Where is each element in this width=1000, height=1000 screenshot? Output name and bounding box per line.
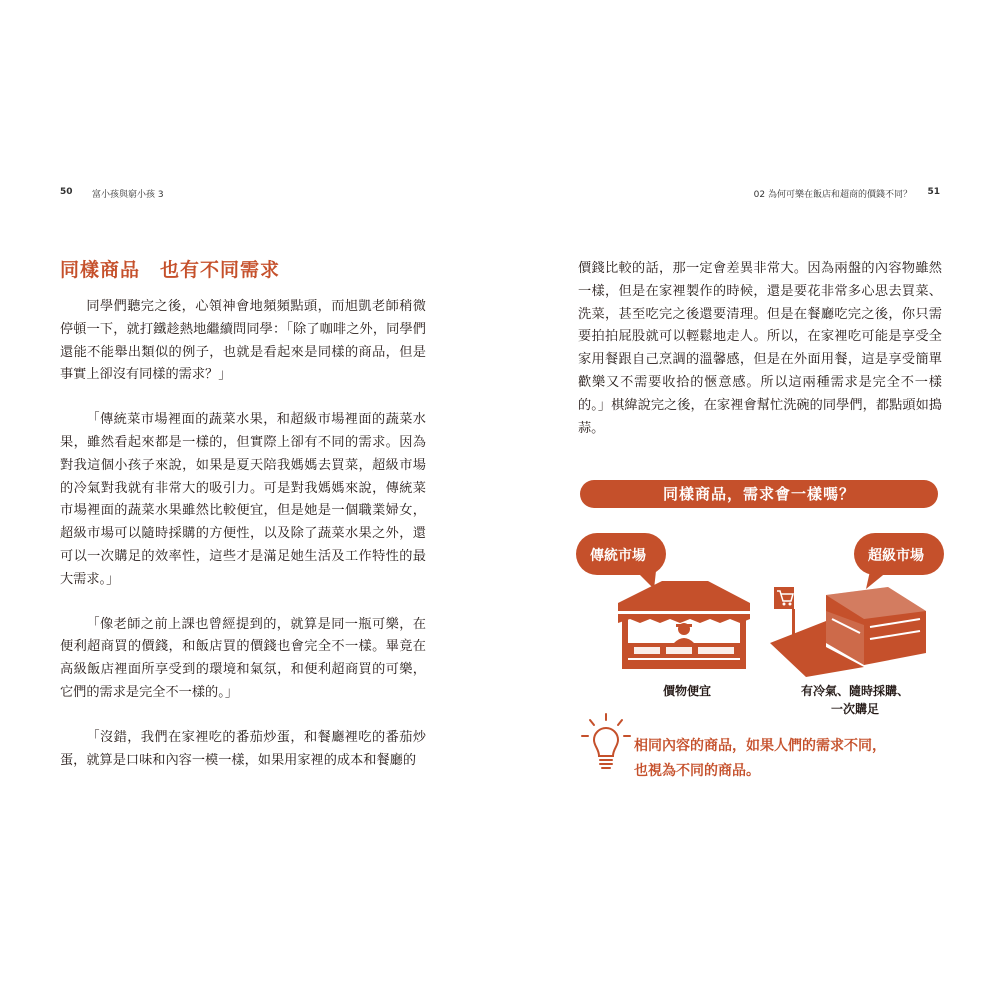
paragraph: 「沒錯，我們在家裡吃的番茄炒蛋，和餐廳裡吃的番茄炒蛋，就算是口味和內容一模一樣，如果用家裡的成本和餐廳的 bbox=[60, 729, 426, 768]
section-title: 同樣商品 也有不同需求 bbox=[60, 259, 281, 281]
tip-text bbox=[634, 734, 944, 784]
paragraph: 同學們聽完之後，心領神會地頻頻點頭，而旭凱老師稍微停頓一下，就打鐵趁熱地繼續問同學：「除了咖啡之外，同學們還能不能舉出類似的例子，也就是看起來是同樣的商品，但是事實上卻沒有同樣的需求？」 bbox=[60, 299, 426, 383]
market-stall-icon bbox=[618, 581, 750, 669]
supermarket-caption-line2: 一次購足 bbox=[830, 702, 879, 716]
lightbulb-icon bbox=[580, 712, 640, 782]
tip-line2: 也視為不同的商品。 bbox=[634, 763, 760, 779]
left-page bbox=[60, 255, 426, 772]
left-running-header: 富小孩與窮小孩 3 bbox=[92, 190, 164, 200]
illustration-banner: 同樣商品，需求會一樣嗎？ bbox=[580, 480, 938, 508]
paragraph: 「傳統菜市場裡面的蔬菜水果，和超級市場裡面的蔬菜水果，雖然看起來都是一樣的，但實際上卻有不同的需求。因為對我這個小孩子來說，如果是夏天陪我媽媽去買菜，超級市場的冷氣對我就有非常大的吸引力。可是對我媽媽來說，傳統菜市場裡面的蔬菜水果雖然比較便宜，但是她是一個職業婦女，超級市場可以隨時採購的方便性，以及除了蔬菜水果之外，還可以一次購足的效率性，這些才是滿足她生活及工作特性的最大需求。」 bbox=[60, 412, 426, 587]
traditional-market-caption: 價物便宜 bbox=[662, 684, 711, 698]
right-page bbox=[578, 258, 942, 440]
supermarket-building-icon bbox=[770, 587, 926, 677]
supermarket-label: 超級市場 bbox=[868, 548, 924, 564]
tip-line1: 相同內容的商品，如果人們的需求不同， bbox=[634, 738, 886, 754]
right-running-header: 02 為何可樂在飯店和超商的價錢不同？ bbox=[753, 190, 912, 200]
market-comparison-illustration bbox=[570, 515, 950, 730]
traditional-market-label: 傳統市場 bbox=[590, 548, 646, 564]
paragraph: 「像老師之前上課也曾經提到的，就算是同一瓶可樂，在便利超商買的價錢，和飯店買的價錢也會完全不一樣。畢竟在高級飯店裡面所享受到的環境和氣氛，和便利超商買的可樂，它們的需求是完全不一樣的。」 bbox=[60, 616, 426, 700]
paragraph: 價錢比較的話，那一定會差異非常大。因為兩盤的內容物雖然一樣，但是在家裡製作的時候，還是要花非常多心思去買菜、洗菜，甚至吃完之後還要清理。但是在餐廳吃完之後，你只需要拍拍屁股就可以輕鬆地走人。所以，在家裡吃可能是享受全家用餐跟自己烹調的溫馨感，但是在外面用餐，這是享受簡單歡樂又不需要收拾的愜意感。所以這兩種需求是完全不一樣的。」棋緯說完之後，在家裡會幫忙洗碗的同學們，都點頭如搗蒜。 bbox=[578, 261, 942, 436]
key-point-tip bbox=[580, 712, 945, 782]
left-page-number: 50 bbox=[60, 187, 73, 197]
right-page-number: 51 bbox=[927, 187, 940, 197]
supermarket-caption-line1: 有冷氣、隨時採購、 bbox=[800, 684, 909, 698]
